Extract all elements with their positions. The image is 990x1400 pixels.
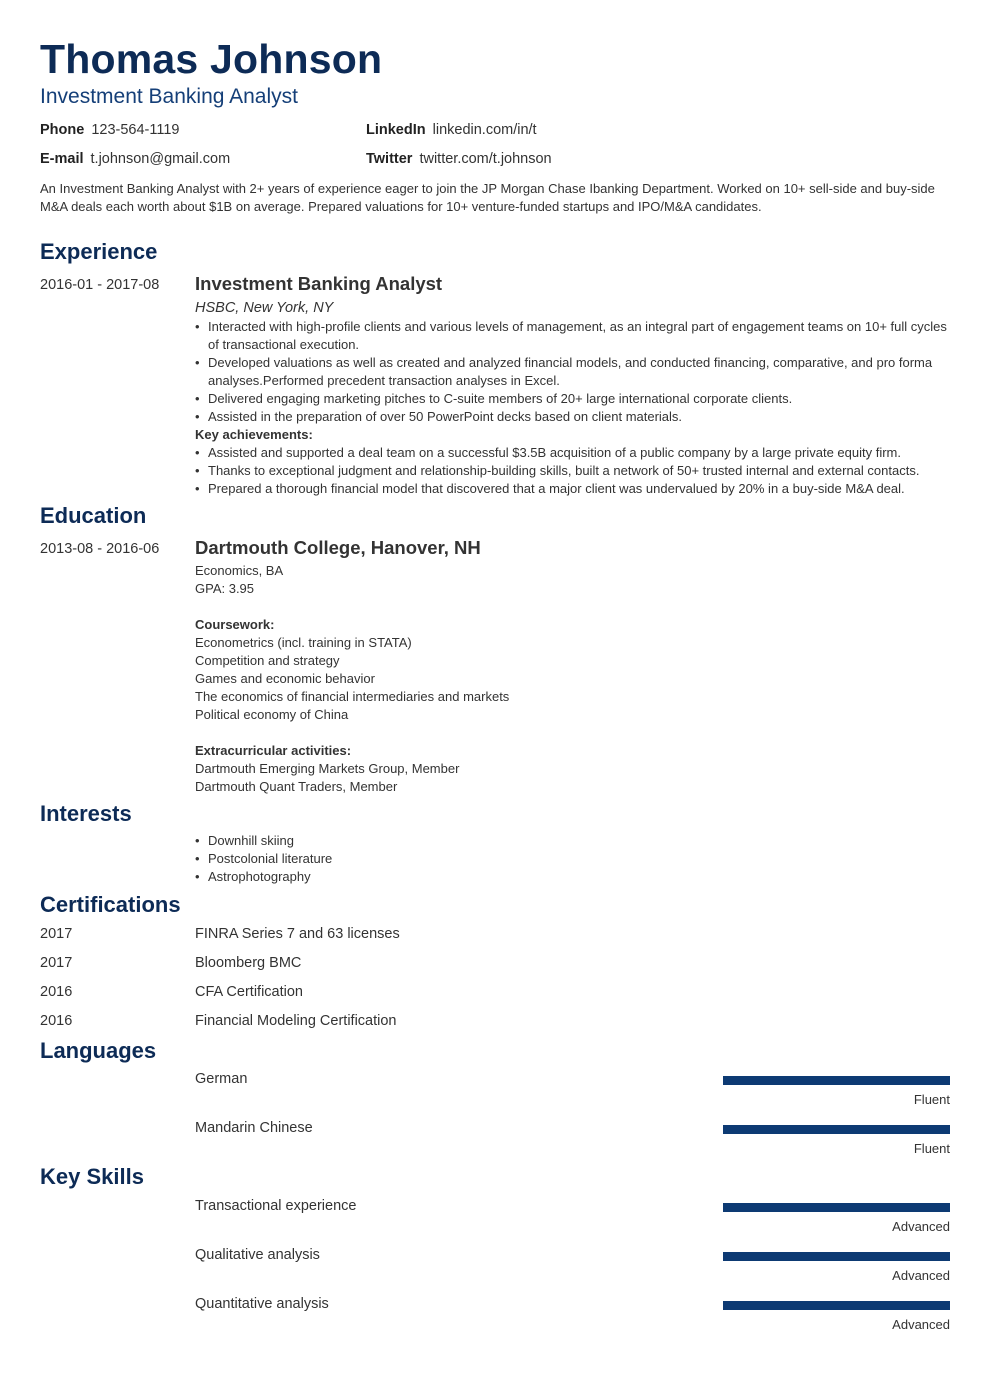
achievements-bullets [195, 444, 955, 498]
list-item: • Developed valuations as well as created and analyzed financial models, and conducted financing, comparative, and pro forma analyses.Performed precedent transaction analyses in Excel. [195, 354, 955, 390]
list-item: Competition and strategy [195, 653, 340, 668]
certification-name: Bloomberg BMC [195, 955, 302, 971]
skill-name: Qualitative analysis [195, 1247, 320, 1263]
certification-name: FINRA Series 7 and 63 licenses [195, 926, 400, 942]
certification-row [40, 1013, 950, 1042]
skill-level-fill [723, 1203, 950, 1212]
language-row [40, 1120, 950, 1169]
certification-year: 2017 [40, 926, 73, 942]
list-item: The economics of financial intermediaries and markets [195, 689, 510, 704]
list-item: Dartmouth Quant Traders, Member [195, 779, 398, 794]
resume-name: Thomas Johnson [40, 36, 383, 82]
experience-heading: Experience [40, 239, 158, 264]
list-item: • Thanks to exceptional judgment and relationship-building skills, built a network of 50+ trusted internal and external contacts. [195, 462, 955, 480]
education-date: 2013-08 - 2016-06 [40, 541, 160, 557]
list-item: • Downhill skiing [195, 832, 955, 850]
phone-value: 123-564-1119 [91, 122, 180, 138]
extracurricular-label: Extracurricular activities: [195, 743, 352, 758]
skill-name: Transactional experience [195, 1198, 357, 1214]
certification-year: 2016 [40, 984, 73, 1000]
language-name: German [195, 1071, 248, 1087]
skill-level-bar [723, 1252, 950, 1261]
skill-row [40, 1296, 950, 1345]
resume-title: Investment Banking Analyst [40, 85, 298, 108]
skill-level: Advanced [892, 1317, 950, 1332]
resume-page [40, 0, 950, 1400]
language-name: Mandarin Chinese [195, 1120, 313, 1136]
linkedin-label: LinkedIn [366, 122, 426, 138]
contact-block [40, 122, 950, 182]
certification-year: 2017 [40, 955, 73, 971]
experience-bullets [195, 318, 955, 426]
skill-name: Quantitative analysis [195, 1296, 329, 1312]
email-label: E-mail [40, 151, 84, 167]
job-title: Investment Banking Analyst [195, 273, 443, 294]
school-name: Dartmouth College, Hanover, NH [195, 537, 481, 558]
skill-level-bar [723, 1203, 950, 1212]
language-level-fill [723, 1125, 950, 1134]
degree: Economics, BA [195, 563, 284, 578]
contact-linkedin [366, 122, 537, 138]
education-heading: Education [40, 503, 147, 528]
language-level-bar [723, 1125, 950, 1134]
list-item: • Interacted with high-profile clients and various levels of management, as an integral part of engagement teams on 10+ full cycles of transactional execution. [195, 318, 955, 354]
contact-email [40, 151, 230, 167]
languages-heading: Languages [40, 1038, 157, 1063]
list-item: • Astrophotography [195, 868, 955, 886]
skill-row [40, 1198, 950, 1247]
skills-heading: Key Skills [40, 1164, 144, 1189]
skill-level-fill [723, 1252, 950, 1261]
skill-level: Advanced [892, 1268, 950, 1283]
education-entry [195, 537, 955, 796]
interests-heading: Interests [40, 801, 132, 826]
certifications-heading: Certifications [40, 892, 181, 917]
skill-level-fill [723, 1301, 950, 1310]
summary-text: An Investment Banking Analyst with 2+ years of experience eager to join the JP Morgan Chase Ibanking Department. Worked on 10+ sell-side and buy-side M&A deals each worth about $1B on average. Prepared valuations for 10+ venture-funded startups and IPO/M&A candidates. [40, 181, 935, 214]
certification-name: Financial Modeling Certification [195, 1013, 397, 1029]
skill-level: Advanced [892, 1219, 950, 1234]
certification-year: 2016 [40, 1013, 73, 1029]
twitter-value: twitter.com/t.johnson [419, 151, 552, 167]
certification-name: CFA Certification [195, 984, 303, 1000]
experience-date: 2016-01 - 2017-08 [40, 277, 160, 293]
company-location: HSBC, New York, NY [195, 300, 334, 316]
skill-row [40, 1247, 950, 1296]
list-item: Games and economic behavior [195, 671, 375, 686]
language-level: Fluent [913, 1092, 950, 1107]
list-item: • Assisted in the preparation of over 50 PowerPoint decks based on client materials. [195, 408, 955, 426]
language-level-fill [723, 1076, 950, 1085]
certification-row [40, 955, 950, 984]
list-item: • Postcolonial literature [195, 850, 955, 868]
email-value: t.johnson@gmail.com [90, 151, 231, 167]
phone-label: Phone [40, 122, 85, 138]
list-item: • Assisted and supported a deal team on a successful $3.5B acquisition of a public company by a large private equity firm. [195, 444, 955, 462]
experience-entry [195, 273, 955, 498]
list-item: Political economy of China [195, 707, 349, 722]
language-level: Fluent [913, 1141, 950, 1156]
skill-level-bar [723, 1301, 950, 1310]
interests-list [195, 832, 955, 886]
certification-row [40, 984, 950, 1013]
linkedin-value: linkedin.com/in/t [432, 122, 537, 138]
achievements-label: Key achievements: [195, 427, 313, 442]
language-row [40, 1071, 950, 1120]
gpa: GPA: 3.95 [195, 581, 255, 596]
list-item: • Prepared a thorough financial model that discovered that a major client was undervalued by 20% in a buy-side M&A deal. [195, 480, 955, 498]
list-item: Dartmouth Emerging Markets Group, Member [195, 761, 460, 776]
interests-list-wrap [195, 832, 955, 886]
list-item: Econometrics (incl. training in STATA) [195, 635, 412, 650]
contact-twitter [366, 151, 552, 167]
contact-phone [40, 122, 179, 138]
twitter-label: Twitter [366, 151, 413, 167]
list-item: • Delivered engaging marketing pitches to C-suite members of 20+ large international corporate clients. [195, 390, 955, 408]
certification-row [40, 926, 950, 955]
coursework-label: Coursework: [195, 617, 275, 632]
language-level-bar [723, 1076, 950, 1085]
